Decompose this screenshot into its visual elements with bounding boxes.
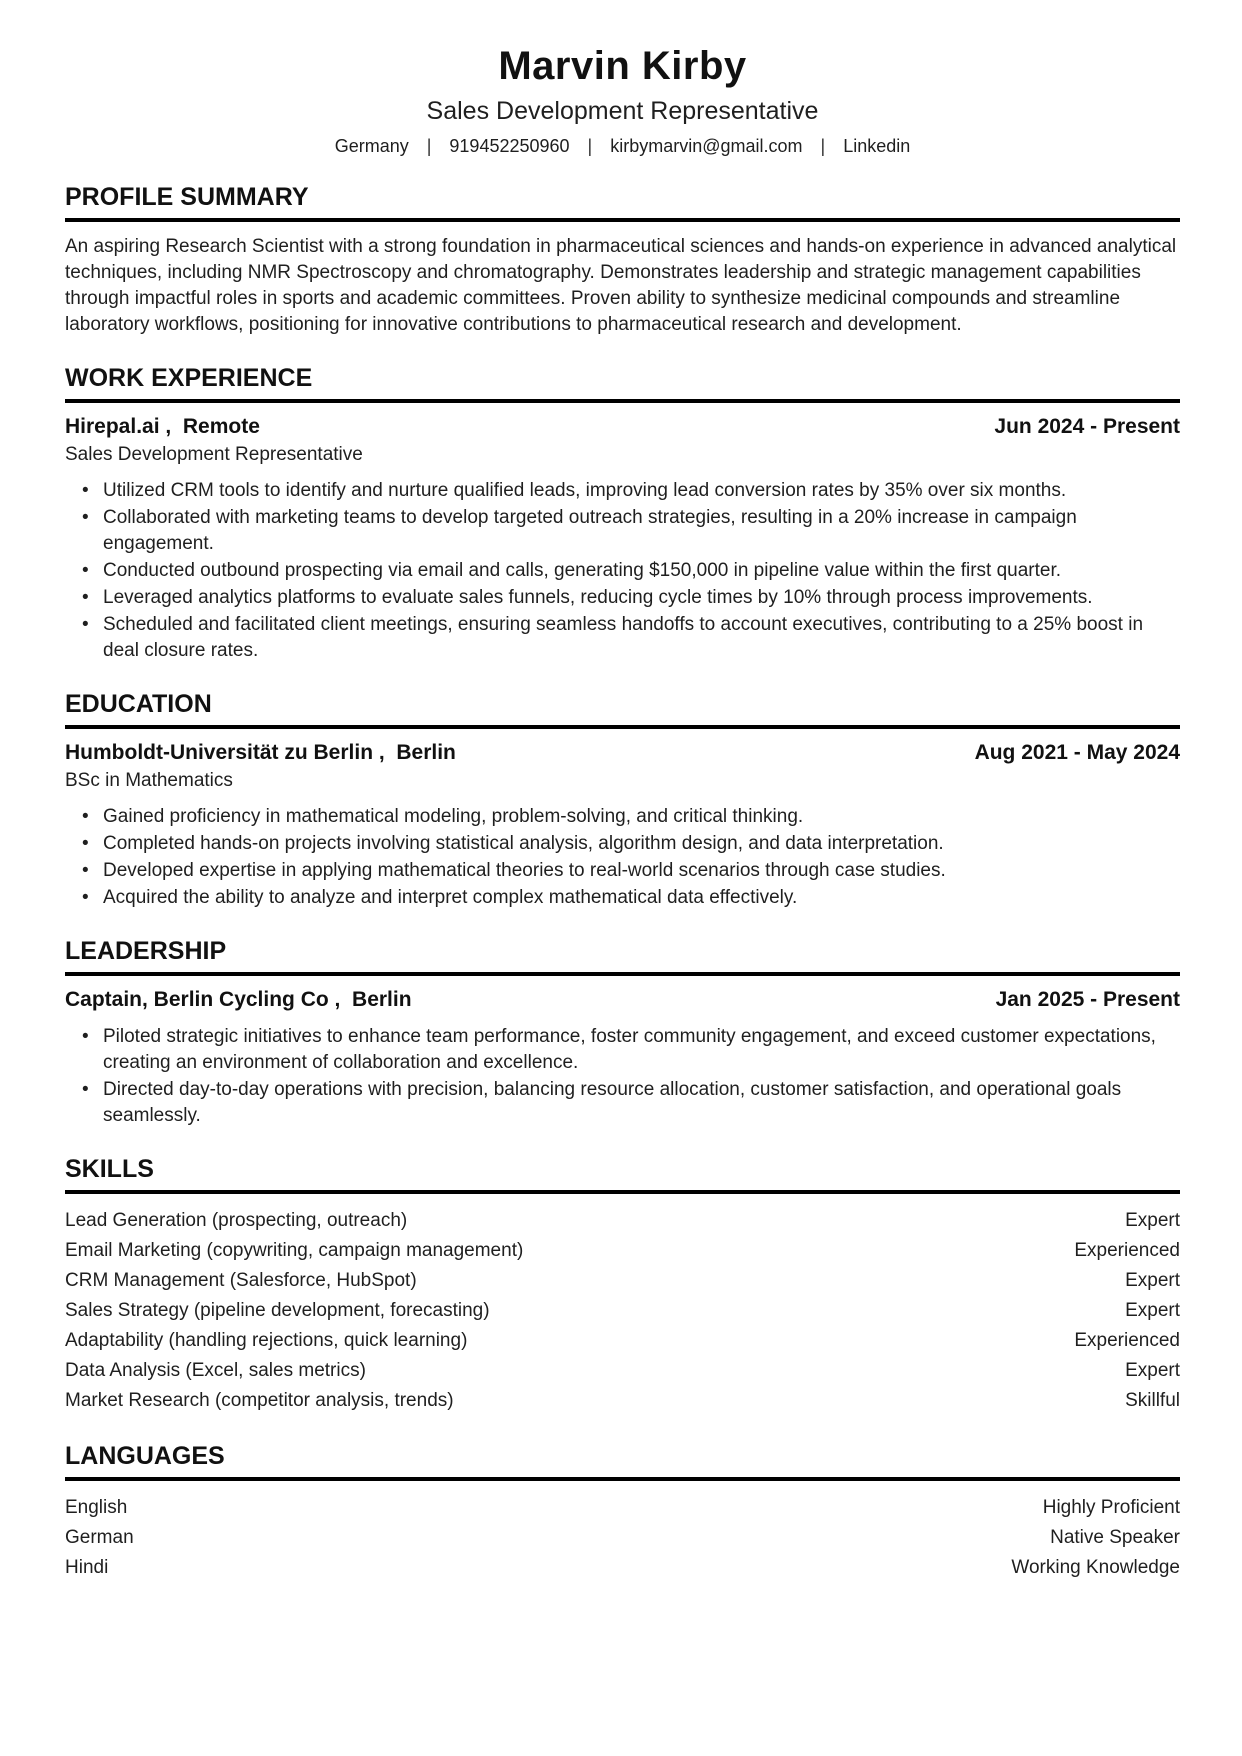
- bullet-item: • Leveraged analytics platforms to evaluate sales funnels, reducing cycle times by 10% through process improvements.: [65, 585, 1180, 611]
- language-level: Working Knowledge: [1011, 1557, 1180, 1578]
- education-entry: [65, 741, 1180, 911]
- skill-level: Experienced: [1074, 1240, 1180, 1261]
- contact-linkedin-link[interactable]: Linkedin: [843, 136, 911, 156]
- contact-location: Germany: [334, 136, 409, 156]
- skill-name: Sales Strategy (pipeline development, forecasting): [65, 1300, 490, 1321]
- language-name: Hindi: [65, 1557, 109, 1578]
- skill-level: Expert: [1125, 1300, 1180, 1321]
- school-and-location: Humboldt-Universität zu Berlin , Berlin: [65, 741, 456, 764]
- language-level: Native Speaker: [1050, 1527, 1180, 1548]
- section-skills: [65, 1155, 1180, 1416]
- profile-summary-heading: PROFILE SUMMARY: [65, 183, 1180, 222]
- skill-level: Skillful: [1125, 1390, 1180, 1411]
- bullet-item: • Developed expertise in applying mathematical theories to real-world scenarios through case studies.: [65, 858, 1180, 884]
- skill-row: [65, 1326, 1180, 1356]
- contact-phone: 919452250960: [449, 136, 570, 156]
- profile-summary-text: An aspiring Research Scientist with a strong foundation in pharmaceutical sciences and hands-on experience in advanced analytical techniques, including NMR Spectroscopy and chromatography. Demonstrates leadership and strategic management capabilities through impactful roles in sports and academic committees. Proven ability to synthesize medicinal compounds and streamline laboratory workflows, positioning for innovative contributions to pharmaceutical research and development.: [65, 236, 1177, 335]
- education-degree: BSc in Mathematics: [65, 770, 233, 791]
- skill-row: [65, 1236, 1180, 1266]
- language-name: German: [65, 1527, 134, 1548]
- leadership-entry: [65, 988, 1180, 1129]
- skill-name: Market Research (competitor analysis, trends): [65, 1390, 454, 1411]
- section-work-experience: [65, 364, 1180, 664]
- resume-header: [65, 44, 1180, 157]
- candidate-name: Marvin Kirby: [498, 44, 747, 88]
- bullet-item: • Directed day-to-day operations with precision, balancing resource allocation, customer satisfaction, and operational goals seamlessly.: [65, 1077, 1180, 1129]
- language-name: English: [65, 1497, 128, 1518]
- employment-role: Sales Development Representative: [65, 444, 363, 465]
- bullet-item: • Completed hands-on projects involving statistical analysis, algorithm design, and data interpretation.: [65, 831, 1180, 857]
- section-leadership: [65, 937, 1180, 1129]
- leadership-role-and-location: Captain, Berlin Cycling Co , Berlin: [65, 988, 412, 1011]
- entry-head: [65, 741, 1180, 765]
- skill-level: Experienced: [1074, 1330, 1180, 1351]
- bullet-item: • Piloted strategic initiatives to enhance team performance, foster community engagement, and exceed customer expectations, creating an environment of collaboration and excellence.: [65, 1024, 1180, 1076]
- contact-line: [65, 136, 1180, 157]
- contact-email[interactable]: kirbymarvin@gmail.com: [610, 136, 803, 156]
- entry-head: [65, 988, 1180, 1012]
- skill-row: [65, 1356, 1180, 1386]
- employment-dates: Jun 2024 - Present: [994, 415, 1180, 438]
- skill-name: CRM Management (Salesforce, HubSpot): [65, 1270, 417, 1291]
- education-dates: Aug 2021 - May 2024: [974, 741, 1180, 764]
- candidate-job-title: Sales Development Representative: [426, 97, 819, 125]
- skills-heading: SKILLS: [65, 1155, 1180, 1194]
- entry-head: [65, 415, 1180, 439]
- bullet-item: • Collaborated with marketing teams to develop targeted outreach strategies, resulting in a 20% increase in campaign engagement.: [65, 505, 1180, 557]
- employer-and-location: Hirepal.ai , Remote: [65, 415, 260, 438]
- education-heading: EDUCATION: [65, 690, 1180, 729]
- section-profile-summary: [65, 183, 1180, 338]
- language-level: Highly Proficient: [1042, 1497, 1180, 1518]
- language-row: [65, 1523, 1180, 1553]
- skill-level: Expert: [1125, 1360, 1180, 1381]
- languages-list: [65, 1493, 1180, 1583]
- skill-name: Email Marketing (copywriting, campaign management): [65, 1240, 524, 1261]
- languages-heading: LANGUAGES: [65, 1442, 1180, 1481]
- bullet-item: • Scheduled and facilitated client meetings, ensuring seamless handoffs to account executives, contributing to a 25% boost in deal closure rates.: [65, 612, 1180, 664]
- skill-row: [65, 1386, 1180, 1416]
- skill-name: Adaptability (handling rejections, quick learning): [65, 1330, 468, 1351]
- skill-row: [65, 1266, 1180, 1296]
- work-experience-entry: [65, 415, 1180, 664]
- leadership-dates: Jan 2025 - Present: [995, 988, 1180, 1011]
- contact-separator: |: [426, 136, 432, 156]
- skill-row: [65, 1206, 1180, 1236]
- section-education: [65, 690, 1180, 911]
- skills-list: [65, 1206, 1180, 1416]
- section-languages: [65, 1442, 1180, 1583]
- language-row: [65, 1493, 1180, 1523]
- language-row: [65, 1553, 1180, 1583]
- contact-separator: |: [587, 136, 593, 156]
- work-experience-bullets: [65, 478, 1180, 664]
- contact-separator: |: [820, 136, 826, 156]
- leadership-heading: LEADERSHIP: [65, 937, 1180, 976]
- skill-row: [65, 1296, 1180, 1326]
- bullet-item: • Acquired the ability to analyze and interpret complex mathematical data effectively.: [65, 885, 1180, 911]
- leadership-bullets: [65, 1024, 1180, 1129]
- work-experience-heading: WORK EXPERIENCE: [65, 364, 1180, 403]
- bullet-item: • Conducted outbound prospecting via email and calls, generating $150,000 in pipeline value within the first quarter.: [65, 558, 1180, 584]
- bullet-item: • Gained proficiency in mathematical modeling, problem-solving, and critical thinking.: [65, 804, 1180, 830]
- skill-name: Data Analysis (Excel, sales metrics): [65, 1360, 366, 1381]
- education-bullets: [65, 804, 1180, 911]
- skill-level: Expert: [1125, 1270, 1180, 1291]
- skill-name: Lead Generation (prospecting, outreach): [65, 1210, 408, 1231]
- skill-level: Expert: [1125, 1210, 1180, 1231]
- bullet-item: • Utilized CRM tools to identify and nurture qualified leads, improving lead conversion rates by 35% over six months.: [65, 478, 1180, 504]
